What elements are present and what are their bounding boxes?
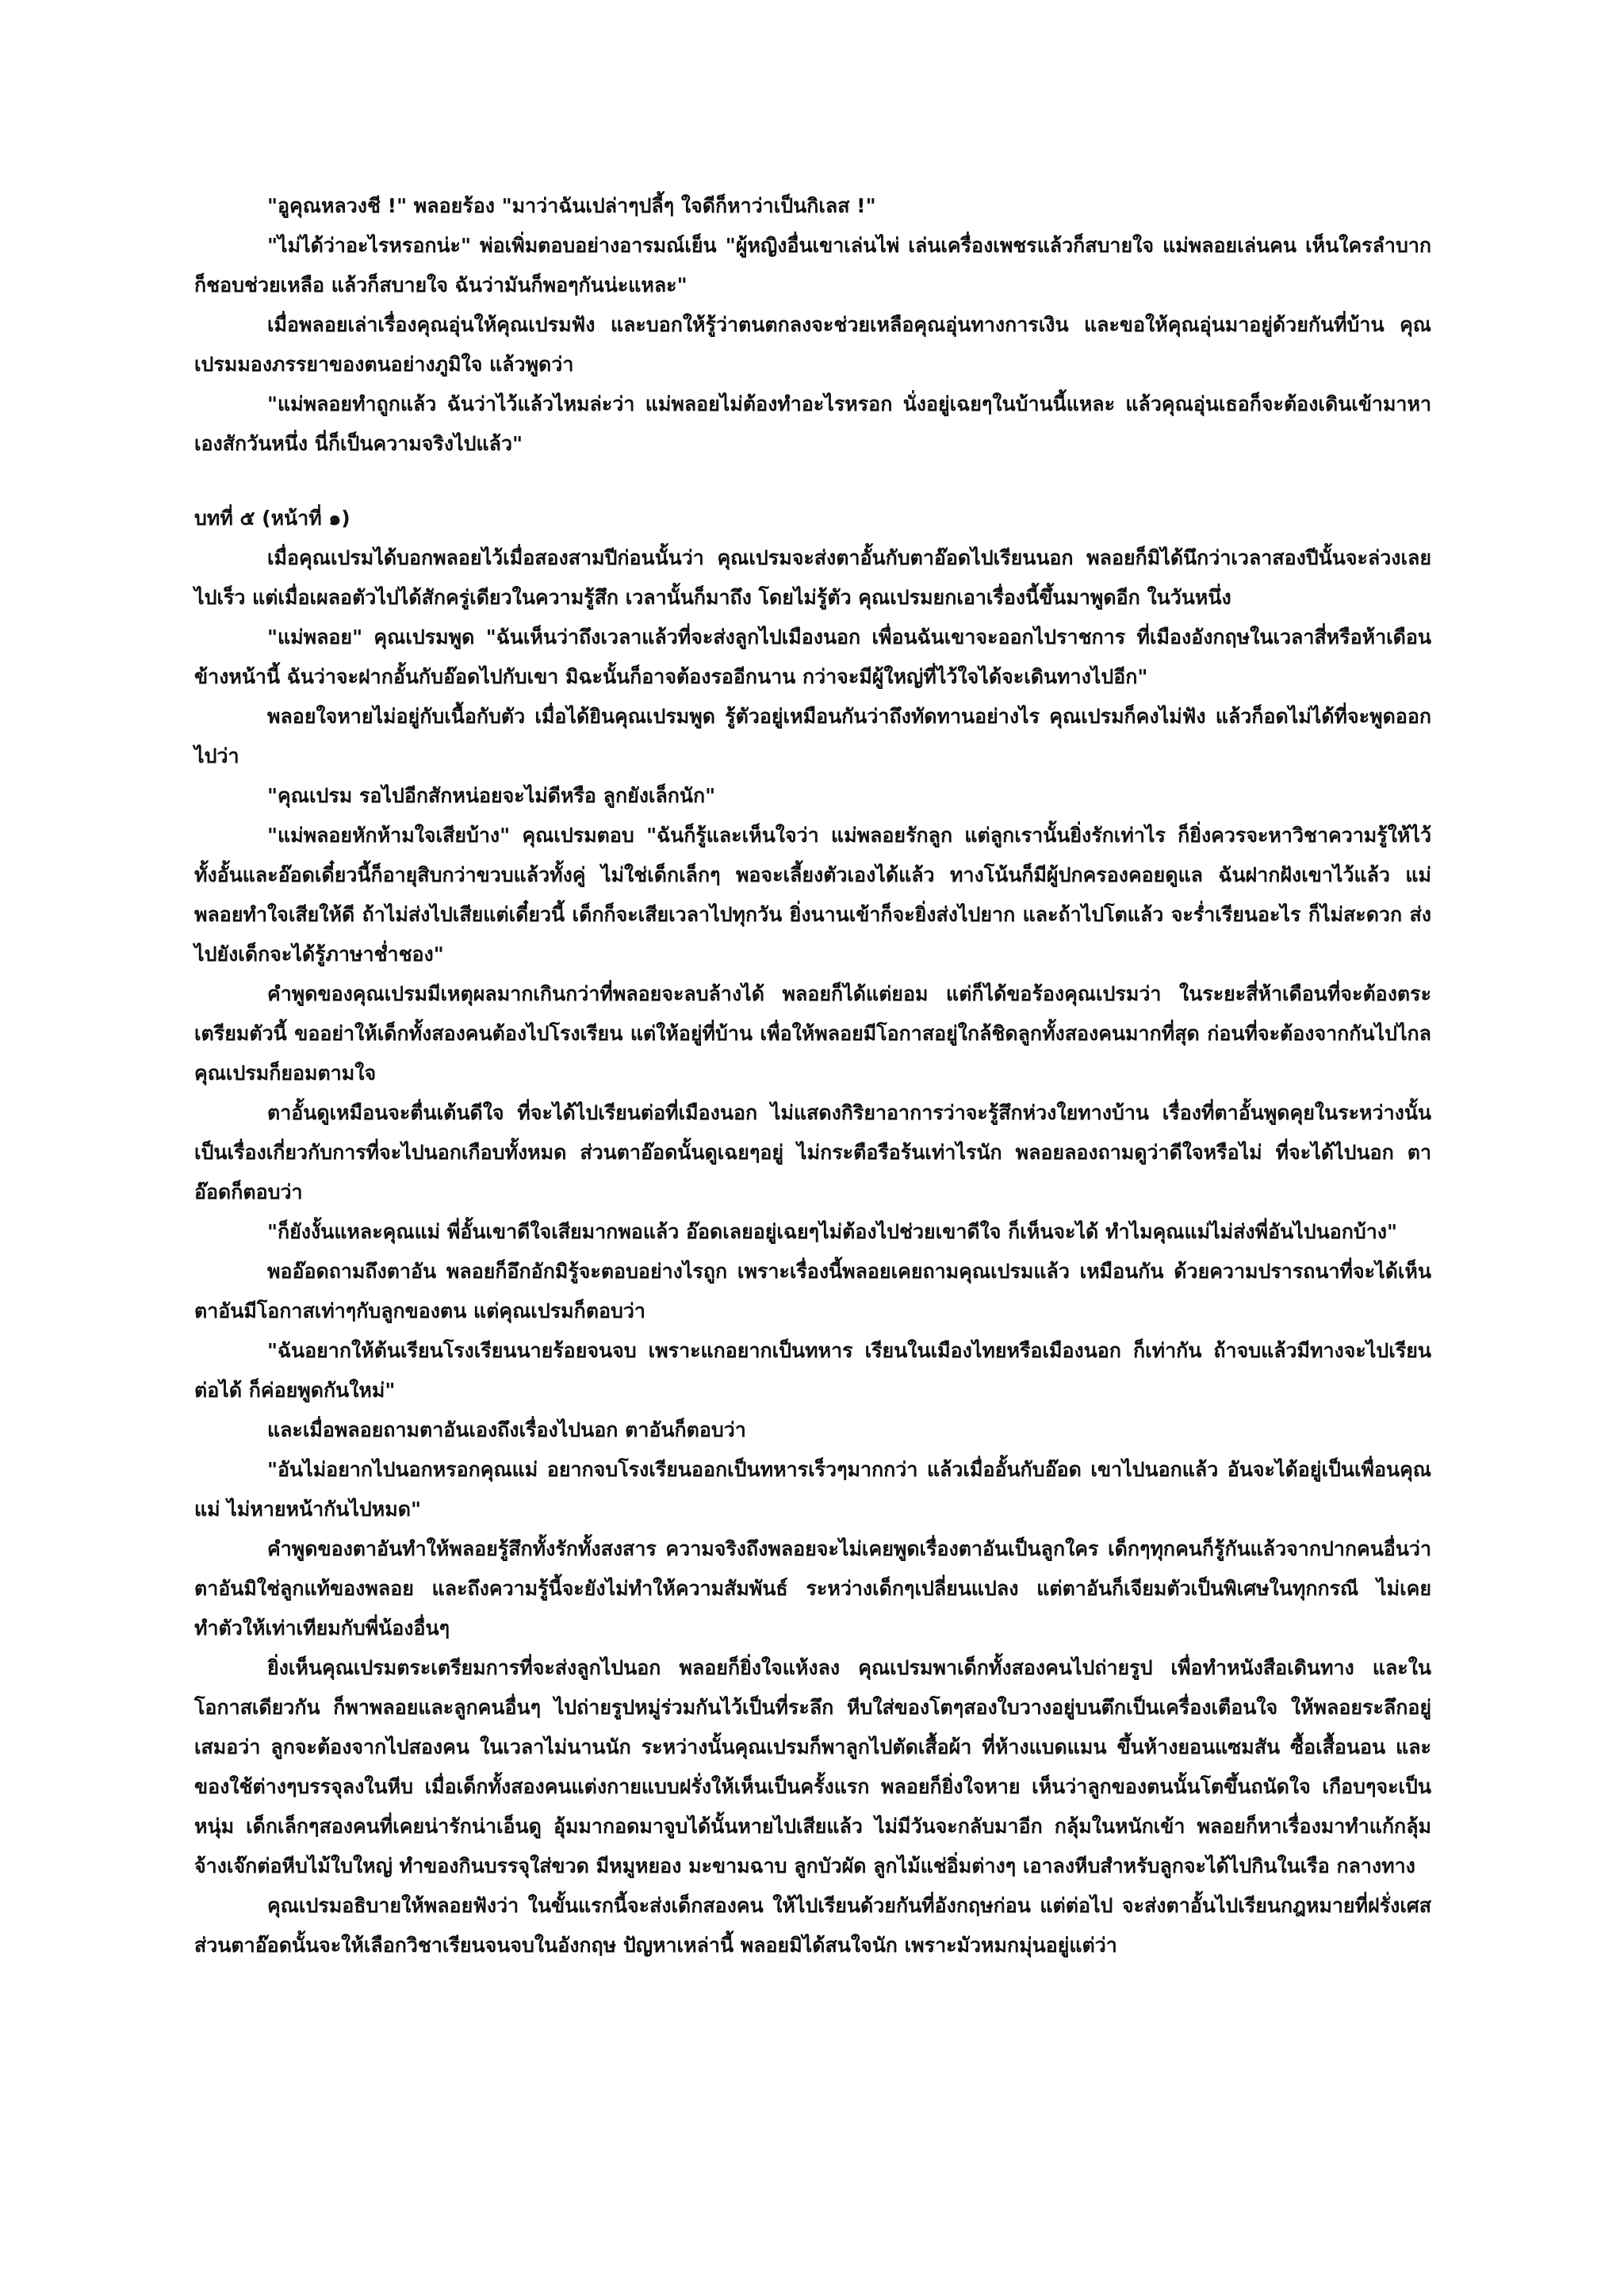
- paragraph: "อันไม่อยากไปนอกหรอกคุณแม่ อยากจบโรงเรียนออกเป็นทหารเร็วๆมากกว่า แล้วเมื่ออั้นกับอ๊อด เขาไปนอกแล้ว อันจะได้อยู่เป็นเพื่อนคุณแม่ ไม่หายหน้ากันไปหมด": [194, 1458, 1431, 1521]
- paragraph: พออ๊อดถามถึงตาอัน พลอยก็อึกอักมิรู้จะตอบอย่างไรถูก เพราะเรื่องนี้พลอยเคยถามคุณเปรมแล้ว เหมือนกัน ด้วยความปรารถนาที่จะได้เห็นตาอันมีโอกาสเท่าๆกับลูกของตน แต่คุณเปรมก็ตอบว่า: [194, 1260, 1431, 1322]
- paragraph: "ไม่ได้ว่าอะไรหรอกน่ะ" พ่อเพิ่มตอบอย่างอารมณ์เย็น "ผู้หญิงอื่นเขาเล่นไพ่ เล่นเครื่องเพชรแล้วก็สบายใจ แม่พลอยเล่นคน เห็นใครลำบากก็ชอบช่วยเหลือ แล้วก็สบายใจ ฉันว่ามันก็พอๆกันน่ะแหละ": [194, 234, 1431, 297]
- paragraph: และเมื่อพลอยถามตาอันเองถึงเรื่องไปนอก ตาอันก็ตอบว่า: [267, 1418, 746, 1441]
- paragraph: เมื่อพลอยเล่าเรื่องคุณอุ่นให้คุณเปรมฟัง และบอกให้รู้ว่าตนตกลงจะช่วยเหลือคุณอุ่นทางการเงิน และขอให้คุณอุ่นมาอยู่ด้วยกันที่บ้าน คุณเปรมมองภรรยาของตนอย่างภูมิใจ แล้วพูดว่า: [194, 313, 1431, 376]
- paragraph: คำพูดของคุณเปรมมีเหตุผลมากเกินกว่าที่พลอยจะลบล้างได้ พลอยก็ได้แต่ยอม แต่ก็ได้ขอร้องคุณเปรมว่า ในระยะสี่ห้าเดือนที่จะต้องตระเตรียมตัวนี้ ขออย่าให้เด็กทั้งสองคนต้องไปโรงเรียน แต่ให้อยู่ที่บ้าน เพื่อให้พลอยมีโอกาสอยู่ใกล้ชิดลูกทั้งสองคนมากที่สุด ก่อนที่จะต้องจากกันไปไกล คุณเปรมก็ยอมตามใจ: [194, 982, 1431, 1085]
- paragraph: เมื่อคุณเปรมได้บอกพลอยไว้เมื่อสองสามปีก่อนนั้นว่า คุณเปรมจะส่งตาอั้นกับตาอ๊อดไปเรียนนอก พลอยก็มิได้นึกว่าเวลาสองปีนั้นจะล่วงเลยไปเร็ว แต่เมื่อเผลอตัวไปได้สักครู่เดียวในความรู้สึก เวลานั้นก็มาถึง โดยไม่รู้ตัว คุณเปรมยกเอาเรื่องนี้ขึ้นมาพูดอีก ในวันหนึ่ง: [194, 546, 1431, 609]
- paragraph: ยิ่งเห็นคุณเปรมตระเตรียมการที่จะส่งลูกไปนอก พลอยก็ยิ่งใจแห้งลง คุณเปรมพาเด็กทั้งสองคนไปถ่ายรูป เพื่อทำหนังสือเดินทาง และในโอกาสเดียวกัน ก็พาพลอยและลูกคนอื่นๆ ไปถ่ายรูปหมู่ร่วมกันไว้เป็นที่ระลึก หีบใส่ของโตๆสองใบวางอยู่บนตึกเป็นเครื่องเตือนใจ ให้พลอยระลึกอยู่เสมอว่า ลูกจะต้องจากไปสองคน ในเวลาไม่นานนัก ระหว่างนั้นคุณเปรมก็พาลูกไปตัดเสื้อผ้า ที่ห้างแบดแมน ขึ้นห้างยอนแซมสัน ซื้อเสื้อนอน และของใช้ต่างๆบรรจุลงในหีบ เมื่อเด็กทั้งสองคนแต่งกายแบบฝรั่งให้เห็นเป็นครั้งแรก พลอยก็ยิ่งใจหาย เห็นว่าลูกของตนนั้นโตขึ้นถนัดใจ เกือบๆจะเป็นหนุ่ม เด็กเล็กๆสองคนที่เคยน่ารักน่าเอ็นดู อุ้มมากอดมาจูบได้นั้นหายไปเสียแล้ว ไม่มีวันจะกลับมาอีก กลุ้มในหนักเข้า พลอยก็หาเรื่องมาทำแก้กลุ้ม จ้างเจ๊กต่อหีบไม้ใบใหญ่ ทำของกินบรรจุใส่ขวด มีหมูหยอง มะขามฉาบ ลูกบัวผัด ลูกไม้แช่อิ่มต่างๆ เอาลงหีบสำหรับลูกจะได้ไปกินในเรือ กลางทาง: [194, 1656, 1431, 1877]
- paragraph: ตาอั้นดูเหมือนจะตื่นเต้นดีใจ ที่จะได้ไปเรียนต่อที่เมืองนอก ไม่แสดงกิริยาอาการว่าจะรู้สึกห่วงใยทางบ้าน เรื่องที่ตาอั้นพูดคุยในระหว่างนั้น เป็นเรื่องเกี่ยวกับการที่จะไปนอกเกือบทั้งหมด ส่วนตาอ๊อดนั้นดูเฉยๆอยู่ ไม่กระตือรือร้นเท่าไรนัก พลอยลองถามดูว่าดีใจหรือไม่ ที่จะได้ไปนอก ตาอ๊อดก็ตอบว่า: [194, 1101, 1431, 1203]
- paragraph: พลอยใจหายไม่อยู่กับเนื้อกับตัว เมื่อได้ยินคุณเปรมพูด รู้ตัวอยู่เหมือนกันว่าถึงทัดทานอย่างไร คุณเปรมก็คงไม่ฟัง แล้วก็อดไม่ได้ที่จะพูดออกไปว่า: [194, 705, 1431, 767]
- document-page: [194, 186, 1431, 1965]
- paragraph: "แม่พลอยหักห้ามใจเสียบ้าง" คุณเปรมตอบ "ฉันก็รู้และเห็นใจว่า แม่พลอยรักลูก แต่ลูกเรานั้นยิ่งรักเท่าไร ก็ยิ่งควรจะหาวิชาความรู้ให้ไว้ ทั้งอั้นและอ๊อดเดี๋ยวนี้ก็อายุสิบกว่าขวบแล้วทั้งคู่ ไม่ใช่เด็กเล็กๆ พอจะเลี้ยงตัวเองได้แล้ว ทางโน้นก็มีผู้ปกครองคอยดูแล ฉันฝากฝังเขาไว้แล้ว แม่พลอยทำใจเสียให้ดี ถ้าไม่ส่งไปเสียแต่เดี๋ยวนี้ เด็กก็จะเสียเวลาไปทุกวัน ยิ่งนานเข้าก็จะยิ่งส่งไปยาก และถ้าไปโตแล้ว จะร่ำเรียนอะไร ก็ไม่สะดวก ส่งไปยังเด็กจะได้รู้ภาษาช่ำชอง": [194, 824, 1431, 966]
- paragraph: "แม่พลอยทำถูกแล้ว ฉันว่าไว้แล้วไหมล่ะว่า แม่พลอยไม่ต้องทำอะไรหรอก นั่งอยู่เฉยๆในบ้านนี้แหละ แล้วคุณอุ่นเธอก็จะต้องเดินเข้ามาหาเองสักวันหนึ่ง นี่ก็เป็นความจริงไปแล้ว": [194, 392, 1431, 455]
- paragraph: คุณเปรมอธิบายให้พลอยฟังว่า ในขั้นแรกนี้จะส่งเด็กสองคน ให้ไปเรียนด้วยกันที่อังกฤษก่อน แต่ต่อไป จะส่งตาอั้นไปเรียนกฎหมายที่ฝรั่งเศส ส่วนตาอ๊อดนั้นจะให้เลือกวิชาเรียนจนจบในอังกฤษ ปัญหาเหล่านี้ พลอยมิได้สนใจนัก เพราะมัวหมกมุ่นอยู่แต่ว่า: [194, 1894, 1431, 1957]
- paragraph: คำพูดของตาอันทำให้พลอยรู้สึกทั้งรักทั้งสงสาร ความจริงถึงพลอยจะไม่เคยพูดเรื่องตาอันเป็นลูกใคร เด็กๆทุกคนก็รู้กันแล้วจากปากคนอื่นว่า ตาอันมิใช่ลูกแท้ของพลอย และถึงความรู้นี้จะยังไม่ทำให้ความสัมพันธ์ ระหว่างเด็กๆเปลี่ยนแปลง แต่ตาอันก็เจียมตัวเป็นพิเศษในทุกกรณี ไม่เคยทำตัวให้เท่าเทียมกับพี่น้องอื่นๆ: [194, 1537, 1431, 1640]
- chapter-heading: บทที่ ๕ (หน้าที่ ๑): [194, 507, 350, 530]
- paragraph: "ก็ยังงั้นแหละคุณแม่ พี่อั้นเขาดีใจเสียมากพอแล้ว อ๊อดเลยอยู่เฉยๆไม่ต้องไปช่วยเขาดีใจ ก็เห็นจะได้ ทำไมคุณแม่ไม่ส่งพี่อันไปนอกบ้าง": [267, 1220, 1397, 1243]
- opening-section: [194, 186, 1431, 464]
- paragraph: "แม่พลอย" คุณเปรมพูด "ฉันเห็นว่าถึงเวลาแล้วที่จะส่งลูกไปเมืองนอก เพื่อนฉันเขาจะออกไปราชการ ที่เมืองอังกฤษในเวลาสี่หรือห้าเดือนข้างหน้านี้ ฉันว่าจะฝากอั้นกับอ๊อดไปกับเขา มิฉะนั้นก็อาจต้องรออีกนาน กว่าจะมีผู้ใหญ่ที่ไว้ใจได้จะเดินทางไปอีก": [194, 626, 1431, 688]
- chapter-body: [194, 538, 1431, 1965]
- paragraph: "ฉันอยากให้ต้นเรียนโรงเรียนนายร้อยจนจบ เพราะแกอยากเป็นทหาร เรียนในเมืองไทยหรือเมืองนอก ก็เท่ากัน ถ้าจบแล้วมีทางจะไปเรียนต่อได้ ก็ค่อยพูดกันใหม่": [194, 1339, 1431, 1402]
- paragraph: "อูคุณหลวงชี !" พลอยร้อง "มาว่าฉันเปล่าๆปลี้ๆ ใจดีก็หาว่าเป็นกิเลส !": [267, 194, 876, 217]
- paragraph: "คุณเปรม รอไปอีกสักหน่อยจะไม่ดีหรือ ลูกยังเล็กนัก": [267, 784, 716, 807]
